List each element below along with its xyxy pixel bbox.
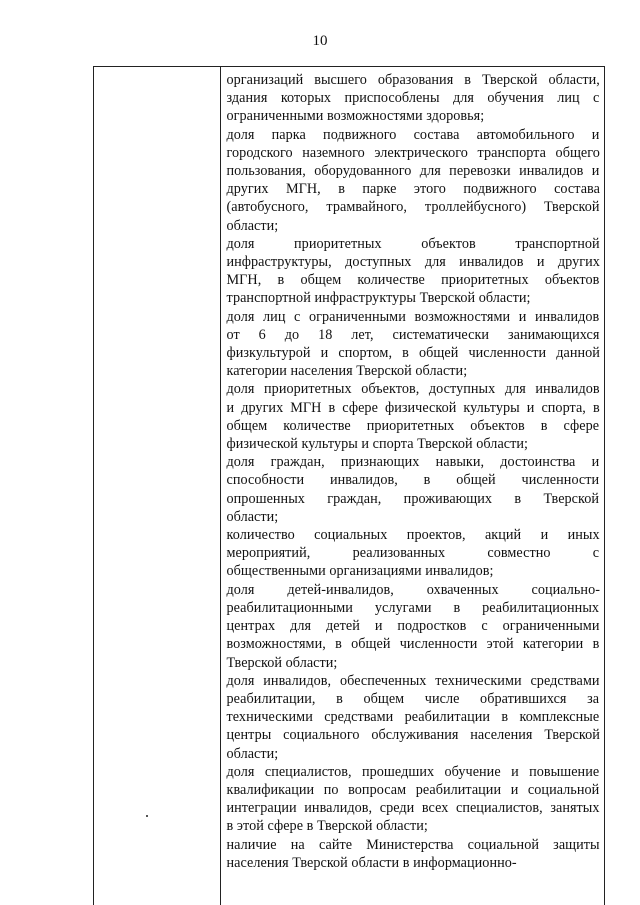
text-line: городского наземного электрического транспорта общего (226, 144, 600, 161)
text-line: квалификации по вопросам реабилитации и социальной (226, 781, 600, 798)
text-line: инфраструктуры, доступных для инвалидов и других (226, 254, 600, 271)
text-line: интеграции инвалидов, среди всех специалистов, занятых (226, 800, 600, 817)
indicator-paragraph (227, 836, 600, 872)
table-left-column (94, 67, 221, 905)
text-line: и других МГН в сфере физической культуры и спорта, в (226, 399, 600, 416)
indicator-paragraph (227, 308, 600, 381)
text-line: пользования, оборудованного для перевозки инвалидов и (226, 163, 600, 180)
text-line: области; (226, 508, 279, 525)
text-line: транспортной инфраструктуры Тверской области; (226, 290, 531, 307)
text-line: количество социальных проектов, акций и иных (226, 527, 600, 544)
text-line: доля приоритетных объектов, доступных для инвалидов (226, 381, 600, 398)
text-line: техническими средствами реабилитации в комплексные (226, 709, 600, 726)
text-line: доля специалистов, прошедших обучение и повышение (226, 763, 600, 780)
table-right-column (221, 67, 604, 905)
text-line: реабилитационными услугами в реабилитационных (226, 599, 600, 616)
text-line: (автобусного, трамвайного, троллейбусного) Тверской (226, 199, 600, 216)
text-line: возможностями, в общей численности этой категории в (226, 636, 600, 653)
text-line: общественными организациями инвалидов; (226, 563, 494, 580)
text-line: других МГН, в парке этого подвижного состава (226, 181, 600, 198)
indicator-paragraph (227, 453, 600, 526)
indicator-paragraph (227, 380, 600, 453)
indicator-paragraph (227, 71, 600, 126)
text-line: доля граждан, признающих навыки, достоинства и (226, 454, 600, 471)
indicator-paragraph (227, 126, 600, 235)
text-line: реабилитации, в общем числе обратившихся за (226, 690, 600, 707)
text-line: населения Тверской области в информационно- (226, 854, 517, 871)
text-line: доля лиц с ограниченными возможностями и инвалидов (226, 308, 600, 325)
scan-speck (146, 815, 148, 817)
text-line: опрошенных граждан, проживающих в Тверской (226, 490, 600, 507)
text-line: мероприятий, реализованных совместно с (226, 545, 600, 562)
text-line: общем количестве приоритетных объектов в сфере (226, 417, 600, 434)
text-line: МГН, в общем количестве приоритетных объектов (226, 272, 600, 289)
text-line: доля инвалидов, обеспеченных техническими средствами (226, 672, 600, 689)
indicator-paragraph (227, 526, 600, 581)
indicator-paragraph (227, 672, 600, 763)
indicator-paragraph (227, 581, 600, 672)
text-line: здания которых приспособлены для обучения лиц с (226, 90, 600, 107)
text-line: в этой сфере в Тверской области; (226, 818, 428, 835)
text-line: от 6 до 18 лет, систематически занимающихся (226, 326, 600, 343)
text-line: доля приоритетных объектов транспортной (226, 235, 600, 252)
text-line: ограниченными возможностями здоровья; (226, 108, 485, 125)
document-table (93, 66, 605, 905)
indicator-paragraph (227, 763, 600, 836)
text-line: способности инвалидов, в общей численности (226, 472, 600, 489)
text-line: категории населения Тверской области; (226, 363, 468, 380)
text-line: наличие на сайте Министерства социальной защиты (226, 836, 600, 853)
indicator-paragraph (227, 235, 600, 308)
text-line: физической культуры и спорта Тверской области; (226, 436, 529, 453)
text-line: центрах для детей и подростков с ограниченными (226, 618, 600, 635)
page-number: 10 (312, 33, 328, 49)
text-line: доля парка подвижного состава автомобильного и (226, 126, 600, 143)
text-line: области; (226, 745, 279, 762)
text-line: физкультурой и спортом, в общей численности данной (226, 345, 600, 362)
text-line: Тверской области; (226, 654, 338, 671)
text-line: организаций высшего образования в Тверской области, (226, 72, 600, 88)
text-line: доля детей-инвалидов, охваченных социально- (226, 581, 600, 598)
text-line: центры социального обслуживания населения Тверской (226, 727, 600, 744)
text-line: области; (226, 217, 279, 234)
